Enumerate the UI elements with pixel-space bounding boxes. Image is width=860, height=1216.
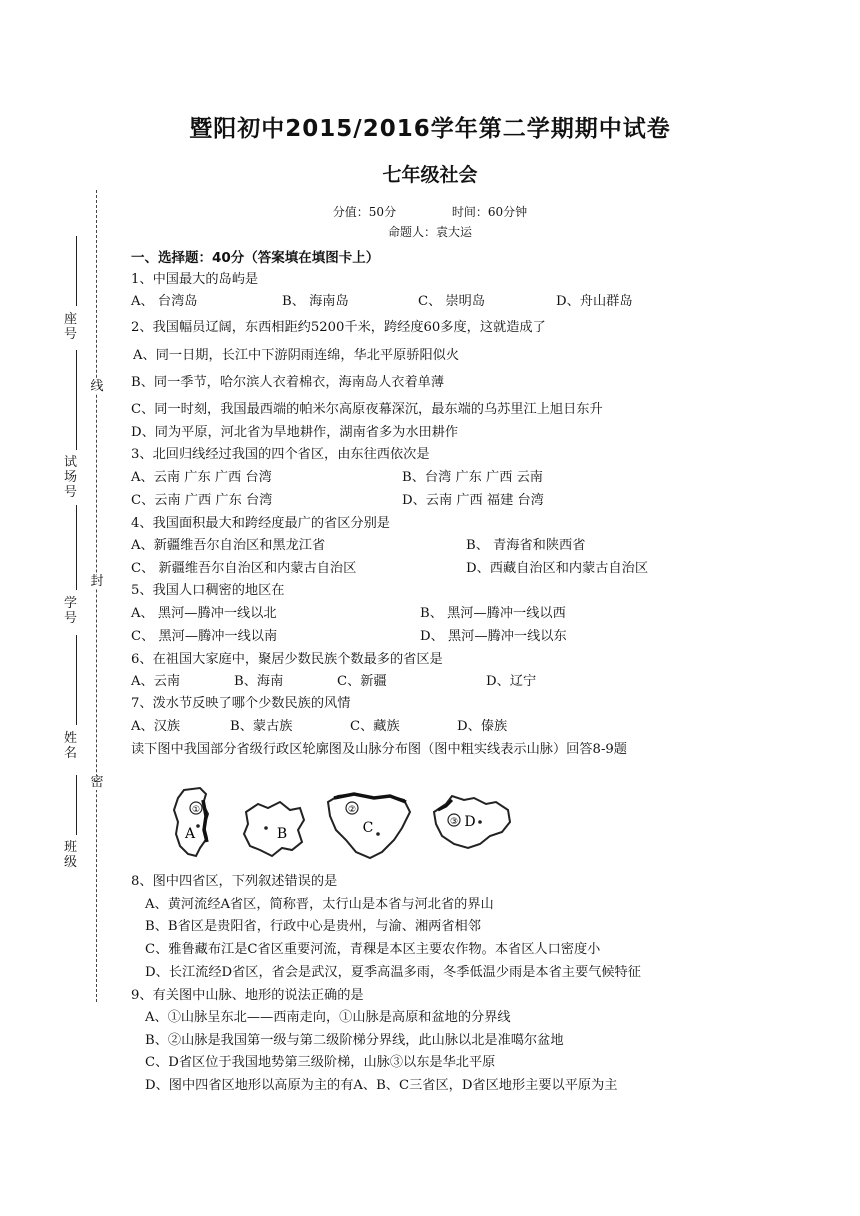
mountain-1-label: ① (191, 805, 201, 815)
q9-option-a: A、①山脉呈东北——西南走向，①山脉是高原和盆地的分界线 (145, 1010, 511, 1025)
q2-option-c: C、同一时刻，我国最西端的帕米尔高原夜幕深沉，最东端的乌苏里江上旭日东升 (131, 402, 603, 417)
mountain-2-label: ② (347, 805, 357, 815)
class-label: 班级 (64, 840, 78, 870)
q7-option-a: A、汉族 (131, 719, 181, 734)
q9-option-c: C、D省区位于我国地势第三级阶梯，山脉③以东是华北平原 (145, 1055, 496, 1070)
exam-title: 暨阳初中2015/2016学年第二学期期中试卷 (189, 116, 671, 142)
q4-stem: 4、我国面积最大和跨经度最广的省区分别是 (131, 516, 390, 531)
name-blank (76, 635, 77, 725)
seat-number-blank (76, 236, 77, 306)
q2-option-d: D、同为平原，河北省为旱地耕作，湖南省多为水田耕作 (131, 425, 459, 440)
q6-option-a: A、云南 (131, 674, 181, 689)
q5-option-a: A、 黑河—腾冲一线以北 (131, 606, 277, 621)
q6-option-c: C、新疆 (337, 674, 387, 689)
province-map-b (240, 798, 308, 864)
q1-option-b: B、 海南岛 (282, 294, 349, 309)
q1-option-d: D、舟山群岛 (556, 294, 633, 309)
q7-stem: 7、泼水节反映了哪个少数民族的风情 (131, 696, 351, 711)
q9-option-b: B、②山脉是我国第一级与第二级阶梯分界线，此山脉以北是准噶尔盆地 (145, 1033, 564, 1048)
q5-option-b: B、 黑河—腾冲一线以西 (420, 606, 566, 621)
q5-stem: 5、我国人口稠密的地区在 (131, 583, 285, 598)
margin-marker-secret: 密 (90, 775, 104, 790)
score-text: 分值：50分 (332, 205, 397, 219)
student-id-blank (76, 505, 77, 590)
q7-option-c: C、藏族 (350, 719, 400, 734)
province-map-d (430, 792, 514, 858)
province-map-a (170, 786, 220, 862)
q6-option-b: B、海南 (234, 674, 284, 689)
province-d-label: D (464, 814, 476, 830)
q3-stem: 3、北回归线经过我国的四个省区，由东往西依次是 (131, 447, 430, 462)
province-outline-c (324, 790, 414, 862)
seat-number-label: 座号 (64, 312, 78, 342)
q8-option-b: B、B省区是贵阳省，行政中心是贵州，与渝、湘两省相邻 (145, 919, 481, 934)
q9-stem: 9、有关图中山脉、地形的说法正确的是 (131, 988, 364, 1003)
province-c-label: C (362, 820, 374, 836)
q6-option-d: D、辽宁 (486, 674, 537, 689)
province-outline-b (240, 798, 308, 860)
q9-option-d: D、图中四省区地形以高原为主的有A、B、C三省区，D省区地形主要以平原为主 (145, 1078, 618, 1093)
province-map-c (324, 790, 414, 866)
author-text: 命题人：袁大运 (387, 225, 472, 239)
q6-stem: 6、在祖国大家庭中，聚居少数民族个数最多的省区是 (131, 652, 443, 667)
class-blank (76, 775, 77, 835)
q8-option-d: D、长江流经D省区，省会是武汉，夏季高温多雨，冬季低温少雨是本省主要气候特征 (145, 965, 641, 980)
margin-marker-line: 线 (90, 379, 104, 394)
binding-cut-line (96, 190, 97, 1002)
q5-option-c: C、 黑河—腾冲一线以南 (131, 629, 278, 644)
q5-option-d: D、 黑河—腾冲一线以东 (420, 629, 567, 644)
q7-option-d: D、傣族 (457, 719, 508, 734)
exam-subtitle: 七年级社会 (382, 164, 478, 186)
province-outline-a (170, 786, 220, 858)
mountain-3-label: ③ (449, 817, 459, 827)
name-label: 姓名 (64, 731, 78, 761)
q3-option-d: D、云南 广西 福建 台湾 (402, 493, 544, 508)
province-a-label: A (184, 826, 196, 842)
margin-marker-seal: 封 (90, 574, 104, 589)
q2-stem: 2、我国幅员辽阔，东西相距约5200千米，跨经度60多度，这就造成了 (131, 320, 546, 335)
time-text: 时间：60分钟 (451, 205, 528, 219)
q4-option-b: B、 青海省和陕西省 (466, 538, 586, 553)
q1-stem: 1、中国最大的岛屿是 (131, 272, 259, 287)
q8-option-c: C、雅鲁藏布江是C省区重要河流，青稞是本区主要农作物。本省区人口密度小 (145, 942, 601, 957)
q8-option-a: A、黄河流经A省区，简称晋，太行山是本省与河北省的界山 (145, 897, 494, 912)
q2-option-b: B、同一季节，哈尔滨人衣着棉衣，海南岛人衣着单薄 (131, 375, 445, 390)
q3-option-a: A、云南 广东 广西 台湾 (131, 470, 272, 485)
province-b-label: B (276, 826, 288, 842)
exam-room-label: 试场号 (64, 455, 78, 500)
map-question-intro: 读下图中我国部分省级行政区轮廓图及山脉分布图（图中粗实线表示山脉）回答8-9题 (131, 742, 627, 757)
q8-stem: 8、图中四省区，下列叙述错误的是 (131, 874, 338, 889)
q1-option-c: C、 崇明岛 (418, 294, 486, 309)
q2-option-a: A、同一日期，长江中下游阴雨连绵，华北平原骄阳似火 (133, 348, 460, 363)
q4-option-a: A、新疆维吾尔自治区和黑龙江省 (131, 538, 326, 553)
section-heading: 一、选择题：40分（答案填在填图卡上） (131, 250, 380, 266)
q4-option-c: C、 新疆维吾尔自治区和内蒙古自治区 (131, 561, 357, 576)
exam-room-blank (76, 350, 77, 450)
q4-option-d: D、西藏自治区和内蒙古自治区 (466, 561, 649, 576)
q1-option-a: A、 台湾岛 (131, 294, 198, 309)
q7-option-b: B、蒙古族 (230, 719, 293, 734)
province-outline-d (430, 792, 514, 854)
student-id-label: 学号 (64, 596, 78, 626)
q3-option-b: B、台湾 广东 广西 云南 (402, 470, 543, 485)
exam-meta (0, 203, 860, 220)
q3-option-c: C、云南 广西 广东 台湾 (131, 493, 273, 508)
